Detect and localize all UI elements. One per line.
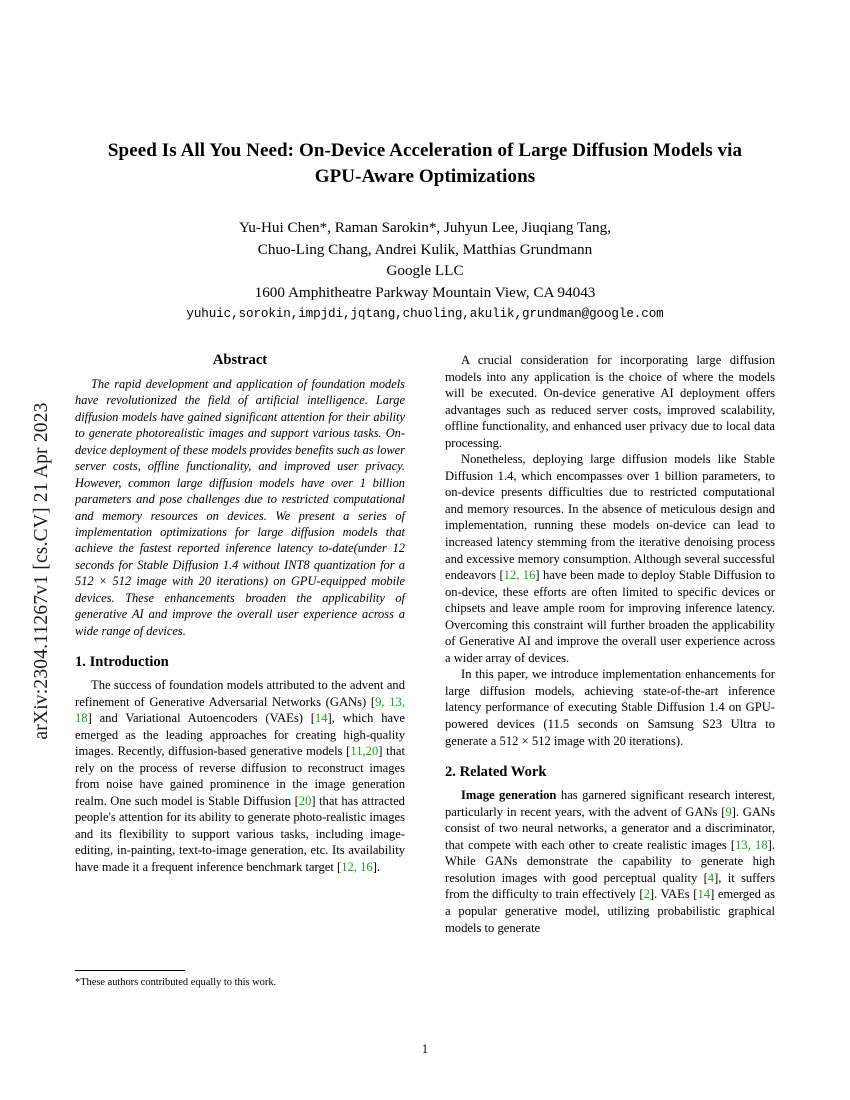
citation-link[interactable]: 9, 13, 18 <box>75 694 405 726</box>
intro-text-c: ], which have emerged as the leading approaches for creating high-quality images. Recently, diffusion-based generative models [ <box>75 711 405 759</box>
author-emails: yuhuic,sorokin,impjdi,jqtang,chuoling,akulik,grundman@google.com <box>186 306 664 321</box>
author-line-2: Chuo-Ling Chang, Andrei Kulik, Matthias Grundmann <box>257 240 593 258</box>
author-line-1: Yu-Hui Chen*, Raman Sarokin*, Juhyun Lee, Jiuqiang Tang, <box>239 219 611 237</box>
citation-link[interactable]: 11,20 <box>350 744 379 759</box>
introduction-heading: 1. Introduction <box>75 654 169 670</box>
related-work-lead-in: Image generation <box>461 788 557 803</box>
citation-link[interactable]: 14 <box>314 711 328 726</box>
address: 1600 Amphitheatre Parkway Mountain View, CA 94043 <box>254 284 596 302</box>
page-number: 1 <box>421 1042 429 1056</box>
intro-text-d: ] that rely on the process of reverse diffusion to reconstruct images from noise have gained prominence in the image generation realm. One such model is Stable Diffusion [ <box>75 744 405 808</box>
footnote: *These authors contributed equally to this work. <box>75 977 277 988</box>
rw-text-e: ]. VAEs [ <box>649 887 698 902</box>
section-introduction <box>75 654 405 876</box>
citation-link[interactable]: 12, 16 <box>503 568 536 583</box>
abstract-heading: Abstract <box>212 352 268 368</box>
organization: Google LLC <box>386 262 464 280</box>
related-work-paragraph <box>445 787 775 936</box>
citation-link[interactable]: 2 <box>643 887 650 902</box>
abstract-text: The rapid development and application of foundation models have revolutionized the field of artificial intelligence. Large diffusion models have gained significant attention for their ability to generate photorealistic images and support various tasks. On-device deployment of these models provides benefits such as lower server costs, offline functionality, and improved user privacy. However, common large diffusion models have over 1 billion parameters and pose challenges due to restricted computational and memory resources on devices. We present a series of implementation optimizations for large diffusion models that achieve the fastest reported inference latency to-date(under 12 seconds for Stable Diffusion 1.4 without INT8 quantization for a 512 × 512 image with 20 iterations) on GPU-equipped mobile devices. These enhancements broaden the applicability of generative AI and improve the overall user experience across a wide range of devices. <box>75 377 405 638</box>
two-column-body <box>75 352 775 992</box>
rw-text-a: has garnered significant research interest, particularly in recent years, with the advent of GANs [ <box>445 788 775 819</box>
left-column <box>75 352 405 988</box>
right-paragraph-1: A crucial consideration for incorporating large diffusion models into any application is the choice of where the models will be executed. On-device generative AI deployment offers advantages such as reduced server costs, improved scalability, offline functionality, and enhanced user privacy due to local data processing. <box>445 353 775 450</box>
author-list <box>75 217 775 260</box>
rw-text-d: ], it suffers from the difficulty to train effectively [ <box>445 870 775 902</box>
citation-link[interactable]: 14 <box>697 887 711 902</box>
citation-link[interactable]: 20 <box>298 793 312 808</box>
right-text-b2: ] have been made to deploy Stable Diffusion to on-device, these efforts are often limited to specific devices or chipsets and leave ample room for improving inference latency. Overcoming this constraint will further broaden the applicability of Generative AI and improve the overall user experience across a wider array of devices. <box>445 568 776 665</box>
citation-link[interactable]: 12, 16 <box>341 860 373 875</box>
citation-link[interactable]: 13, 18 <box>735 837 768 852</box>
rw-text-c: ]. While GANs demonstrate the capability to generate high resolution images with good perceptual quality [ <box>445 837 775 885</box>
intro-text-a: The success of foundation models attributed to the advent and refinement of Generative Adversarial Networks (GANs) [ <box>75 678 405 709</box>
citation-link[interactable]: 9 <box>725 804 732 819</box>
intro-text-b: ] and Variational Autoencoders (VAEs) [ <box>87 711 315 726</box>
footnote-divider <box>75 970 185 971</box>
intro-text-e: ] that has attracted people's attention for its ability to generate photo-realistic images and its flexibility to support various tasks, including image-editing, in-painting, text-to-image generation, etc. Its availability have made it a frequent inference benchmark target [ <box>75 793 405 875</box>
right-paragraph-2 <box>445 451 775 666</box>
rw-text-f: ] emerged as a popular generative model, utilizing probabilistic graphical models to generate <box>445 887 776 935</box>
intro-text-f: ]. <box>372 860 381 875</box>
right-column <box>445 352 775 936</box>
right-text-b1: Nonetheless, deploying large diffusion models like Stable Diffusion 1.4, which encompasses over 1 billion parameters, to on-device presents difficulties due to restricted computational and memory resources. In the absence of meticulous design and implementation, running these models on-device can lead to increased latency stemming from the iterative denoising process and excessive memory consumption. Although several successful endeavors [ <box>445 452 775 583</box>
rw-text-b: ]. GANs consist of two neural networks, a generator and a discriminator, that compete with each other to create realistic images [ <box>445 804 775 852</box>
paper-header <box>75 138 775 321</box>
page-title: Speed Is All You Need: On-Device Acceleration of Large Diffusion Models via GPU-Aware Optimizations <box>107 140 743 187</box>
right-paragraph-3: In this paper, we introduce implementation enhancements for large diffusion models, achieving state-of-the-art inference latency performance of executing Stable Diffusion 1.4 on GPU-powered devices (11.5 seconds on Samsung S23 Ultra to generate a 512 × 512 image with 20 iterations). <box>445 667 775 748</box>
arxiv-stamp: arXiv:2304.11267v1 [cs.CV] 21 Apr 2023 <box>31 402 52 740</box>
introduction-paragraph <box>75 677 405 876</box>
related-work-heading: 2. Related Work <box>445 764 547 781</box>
citation-link[interactable]: 4 <box>707 870 715 885</box>
section-related-work <box>445 764 775 936</box>
